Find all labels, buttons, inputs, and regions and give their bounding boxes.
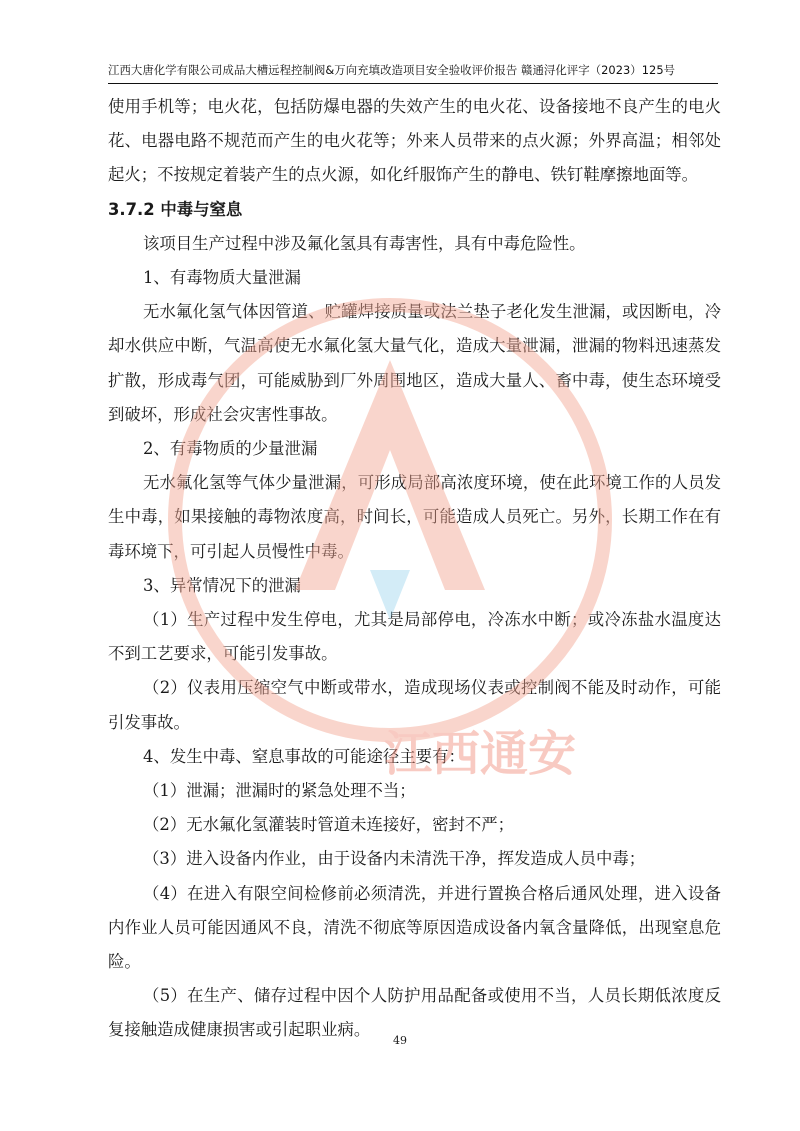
item-4-sub-3: （3）进入设备内作业，由于设备内未清洗干净，挥发造成人员中毒； (143, 849, 646, 869)
item-4-sub-5: （5）在生产、储存过程中因个人防护用品配备或使用不当，人员长期低浓度反复接触造成健康损害或引起职业病。 (108, 986, 721, 1040)
item-2-body: 无水氟化氢等气体少量泄漏，可形成局部高浓度环境，使在此环境工作的人员发生中毒，如果接触的毒物浓度高，时间长，可能造成人员死亡。另外，长期工作在有毒环境下，可引起人员慢性中毒。 (108, 473, 721, 561)
paragraph-intro: 该项目生产过程中涉及氟化氢具有毒害性，具有中毒危险性。 (143, 233, 586, 253)
seal-text: 江西通安 (383, 726, 577, 782)
item-1-title: 1、有毒物质大量泄漏 (143, 268, 301, 288)
item-2-title: 2、有毒物质的少量泄漏 (143, 439, 318, 459)
page-content (108, 90, 721, 1048)
header-divider (108, 83, 718, 84)
item-1-body: 无水氟化氢气体因管道、贮罐焊接质量或法兰垫子老化发生泄漏，或因断电，冷却水供应中断，气温高使无水氟化氢大量气化，造成大量泄漏，泄漏的物料迅速蒸发扩散，形成毒气团，可能威胁到厂外周围地区，造成大量人、畜中毒，使生态环境受到破坏，形成社会灾害性事故。 (108, 302, 721, 424)
section-heading: 3.7.2 中毒与窒息 (108, 199, 243, 219)
paragraph-ignition-sources: 使用手机等；电火花，包括防爆电器的失效产生的电火花、设备接地不良产生的电火花、电器电路不规范而产生的电火花等；外来人员带来的点火源；外界高温；相邻处起火；不按规定着装产生的点火源，如化纤服饰产生的静电、铁钉鞋摩擦地面等。 (108, 97, 721, 185)
item-3-sub-2: （2）仪表用压缩空气中断或带水，造成现场仪表或控制阀不能及时动作，可能引发事故。 (108, 678, 721, 732)
item-4-sub-2: （2）无水氟化氢灌装时管道未连接好，密封不严； (143, 815, 515, 835)
page-number: 49 (393, 1034, 407, 1047)
item-3-sub-1: （1）生产过程中发生停电，尤其是局部停电，冷冻水中断；或冷冻盐水温度达不到工艺要求，可能引发事故。 (108, 610, 721, 664)
item-4-title: 4、发生中毒、窒息事故的可能途径主要有： (143, 746, 465, 766)
item-4-sub-1: （1）泄漏；泄漏时的紧急处理不当； (143, 781, 416, 801)
item-3-title: 3、异常情况下的泄漏 (143, 575, 301, 595)
document-header: 江西大唐化学有限公司成品大槽远程控制阀&万向充填改造项目安全验收评价报告 赣通浔化评字（2023）125号 (108, 63, 676, 77)
item-4-sub-4: （4）在进入有限空间检修前必须清洗，并进行置换合格后通风处理，进入设备内作业人员可能因通风不良，清洗不彻底等原因造成设备内氧含量降低，出现窒息危险。 (108, 883, 721, 972)
